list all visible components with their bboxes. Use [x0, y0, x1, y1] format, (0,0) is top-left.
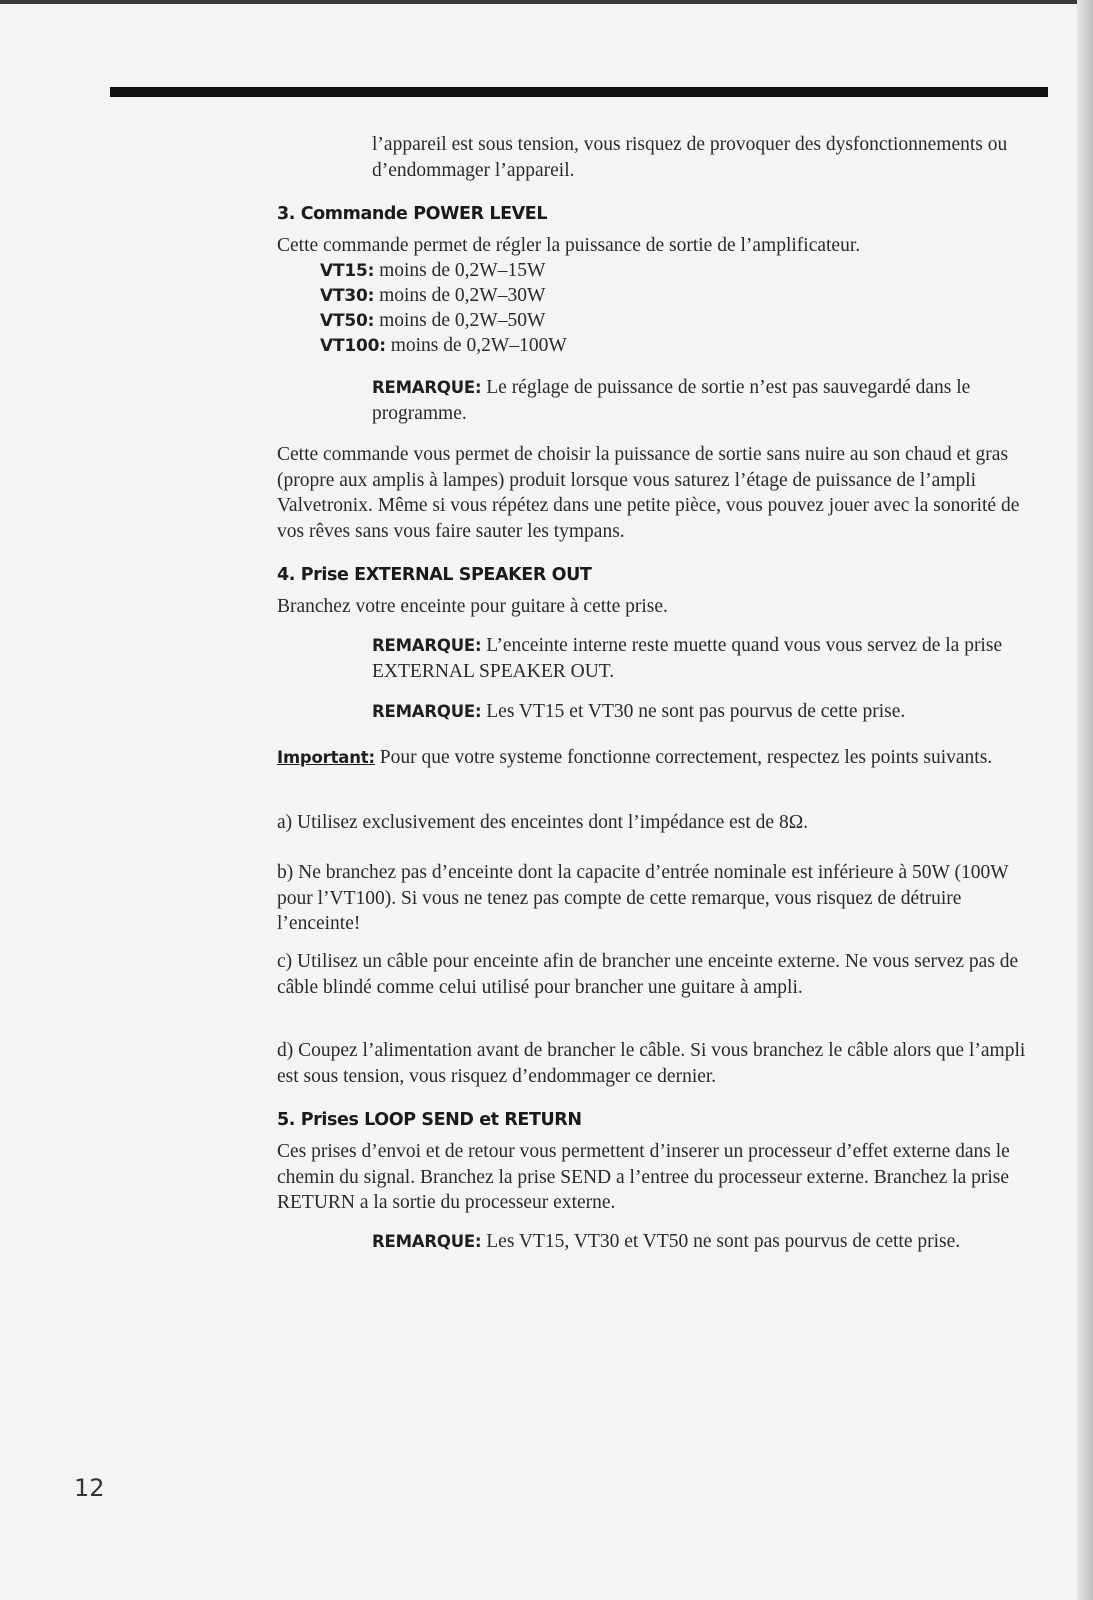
- spec-row: [320, 283, 545, 310]
- section4-description: Branchez votre enceinte pour guitare à cette prise.: [277, 596, 668, 617]
- spec-range: moins de 0,2W–30W: [379, 285, 546, 306]
- spec-row: [320, 258, 545, 285]
- spec-model: VT30:: [320, 286, 375, 306]
- note-label: REMARQUE:: [372, 636, 482, 655]
- important-paragraph: [277, 745, 1040, 771]
- spec-model: VT50:: [320, 311, 375, 331]
- intro-paragraph: l’appareil est sous tension, vous risquez de provoquer des dysfonctionnements ou d’endommager l’appareil.: [372, 134, 1008, 181]
- spec-range: moins de 0,2W–50W: [379, 310, 546, 331]
- section3-heading: 3. Commande POWER LEVEL: [277, 204, 548, 224]
- note-text: Les VT15 et VT30 ne sont pas pourvus de cette prise.: [486, 701, 906, 722]
- important-text: Pour que votre systeme fonctionne correctement, respectez les points suivants.: [379, 747, 993, 768]
- page-right-edge-shadow: [1077, 0, 1093, 1600]
- important-label: Important:: [277, 748, 375, 767]
- header-rule: [110, 87, 1048, 97]
- spec-row: [320, 308, 545, 335]
- section3-body: Cette commande vous permet de choisir la puissance de sortie sans nuire au son chaud et gras (propre aux amplis à lampes) produit lorsque vous saturez l’étage de puissance de l’ampli Valvetronix. Même si vous répétez dans une petite pièce, vous pouvez jouer avec la sonorité de vos rêves sans vous faire sauter les tympans.: [277, 444, 1020, 542]
- section5-heading: 5. Prises LOOP SEND et RETURN: [277, 1110, 582, 1130]
- spec-row: [320, 333, 567, 360]
- section5-note: [372, 1229, 1040, 1255]
- spec-range: moins de 0,2W–15W: [379, 260, 546, 281]
- note-text: L’enceinte interne reste muette quand vous vous servez de la prise EXTERNAL SPEAKER OUT.: [372, 635, 1003, 682]
- note-label: REMARQUE:: [372, 1232, 482, 1251]
- list-item-a: a) Utilisez exclusivement des enceintes dont l’impédance est de 8Ω.: [277, 812, 809, 833]
- section4-note-2: [372, 699, 1040, 725]
- spec-range: moins de 0,2W–100W: [390, 335, 567, 356]
- spec-model: VT15:: [320, 261, 375, 281]
- page-number: 12: [74, 1474, 105, 1502]
- note-text: Le réglage de puissance de sortie n’est pas sauvegardé dans le programme.: [372, 377, 971, 424]
- section4-note-1: [372, 633, 1040, 684]
- section3-description: Cette commande permet de régler la puissance de sortie de l’amplificateur.: [277, 235, 861, 256]
- list-item-d: d) Coupez l’alimentation avant de brancher le câble. Si vous branchez le câble alors que l’ampli est sous tension, vous risquez d’endommager ce dernier.: [277, 1040, 1026, 1087]
- list-item-c: c) Utilisez un câble pour enceinte afin de brancher une enceinte externe. Ne vous servez pas de câble blindé comme celui utilisé pour brancher une guitare à ampli.: [277, 951, 1019, 998]
- spec-model: VT100:: [320, 336, 386, 356]
- note-text: Les VT15, VT30 et VT50 ne sont pas pourvus de cette prise.: [486, 1231, 961, 1252]
- note-label: REMARQUE:: [372, 378, 482, 397]
- list-item-b: b) Ne branchez pas d’enceinte dont la capacite d’entrée nominale est inférieure à 50W (100W pour l’VT100). Si vous ne tenez pas compte de cette remarque, vous risquez de détruire l’enceinte!: [277, 862, 1009, 934]
- note-label: REMARQUE:: [372, 702, 482, 721]
- section3-note: [372, 375, 1040, 426]
- page-top-edge: [0, 0, 1093, 4]
- section4-heading: 4. Prise EXTERNAL SPEAKER OUT: [277, 565, 592, 585]
- section5-description: Ces prises d’envoi et de retour vous permettent d’inserer un processeur d’effet externe dans le chemin du signal. Branchez la prise SEND a l’entree du processeur externe. Branchez la prise RETURN a la sortie du processeur externe.: [277, 1141, 1010, 1213]
